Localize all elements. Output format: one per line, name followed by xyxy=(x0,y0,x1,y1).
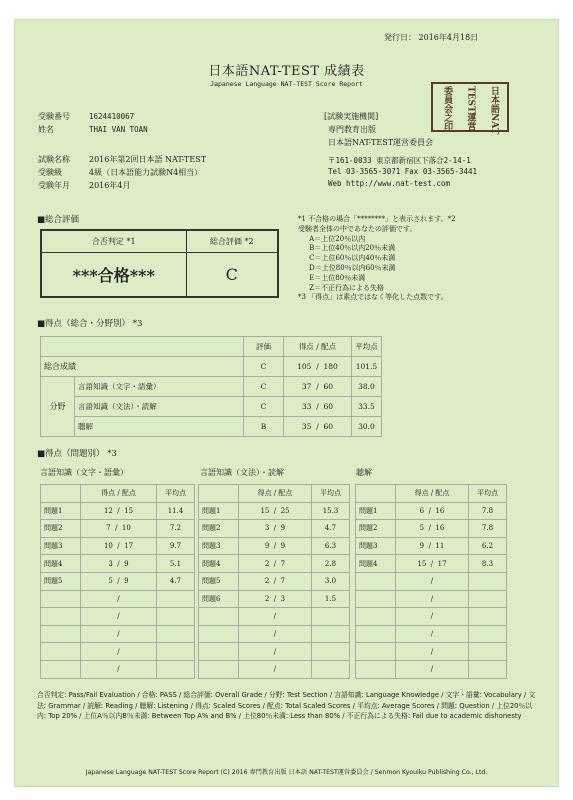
table-row xyxy=(41,397,382,417)
score-cell: / xyxy=(81,625,157,643)
avg-cell: 101.5 xyxy=(351,357,381,377)
col-eval-header: 評価 xyxy=(243,337,283,357)
question-label xyxy=(41,643,81,661)
question-label: 問題4 xyxy=(199,555,239,573)
score-cell: / xyxy=(396,625,469,643)
table-row xyxy=(199,520,350,538)
table-row xyxy=(356,608,507,626)
table-row xyxy=(199,537,350,555)
question-label xyxy=(199,625,239,643)
avg-cell: 6.2 xyxy=(469,537,507,555)
question-label: 問題4 xyxy=(41,555,81,573)
table-row xyxy=(199,485,350,503)
avg-cell: 30.0 xyxy=(351,417,381,437)
table-row xyxy=(41,643,195,661)
avg-cell: 1.5 xyxy=(312,590,350,608)
avg-cell: 5.1 xyxy=(157,555,195,573)
table-row xyxy=(356,520,507,538)
date-value: 2016年4月 xyxy=(89,181,131,190)
level-label: 受験級 xyxy=(38,168,62,177)
score-cell: / xyxy=(239,660,312,678)
official-seal-stamp xyxy=(431,82,509,135)
question-label: 問題1 xyxy=(41,502,81,520)
table-row xyxy=(356,625,507,643)
score-cell: / xyxy=(396,643,469,661)
avg-cell: 4.7 xyxy=(157,572,195,590)
avg-cell: 2.8 xyxy=(312,555,350,573)
org-phone: Tel 03-3565-3071 Fax 03-3565-3441 xyxy=(328,167,478,176)
table-row xyxy=(356,660,507,678)
col-score-header: 得点 / 配点 xyxy=(239,485,312,503)
avg-cell xyxy=(469,643,507,661)
col-avg-header: 平均点 xyxy=(312,485,350,503)
org-web: Web http://www.nat-test.com xyxy=(328,179,450,188)
score-cell: 2 / 7 xyxy=(239,555,312,573)
question-label xyxy=(199,643,239,661)
question-scores-table-1 xyxy=(40,484,195,679)
q-section-1-title: 言語知識（文字・語彙） xyxy=(40,468,128,477)
avg-cell: 6.3 xyxy=(312,537,350,555)
score-cell: 15 / 25 xyxy=(239,502,312,520)
table-row xyxy=(41,590,195,608)
score-cell: / xyxy=(396,572,469,590)
table-row xyxy=(41,572,195,590)
avg-cell xyxy=(469,590,507,608)
pass-header: 合否判定 *1 xyxy=(41,230,186,252)
seal-text-3: 委員会之印 xyxy=(442,86,453,131)
eval-cell: B xyxy=(243,417,283,437)
overall-section-title: ■総合評価 xyxy=(37,215,80,225)
score-cell: 37 / 60 xyxy=(283,377,351,397)
score-cell: / xyxy=(239,625,312,643)
col-avg-header: 平均点 xyxy=(469,485,507,503)
score-cell: 5 / 9 xyxy=(81,572,157,590)
pass-result: ***合格*** xyxy=(41,252,186,297)
score-cell: / xyxy=(396,590,469,608)
question-label xyxy=(199,608,239,626)
table-row xyxy=(199,625,350,643)
overall-row-label: 総合成績 xyxy=(41,357,244,377)
question-label xyxy=(199,660,239,678)
avg-cell xyxy=(157,660,195,678)
test-name-label: 試験名称 xyxy=(38,155,70,164)
footer-copyright: Japanese Language NAT-TEST Score Report (C) 2016 専門教育出版 日本語 NAT-TEST運営委員会 / Senmon Kyouiku Publishing Co., Ltd. xyxy=(85,769,488,776)
question-label: 問題2 xyxy=(41,520,81,538)
overall-evaluation-table xyxy=(40,229,279,298)
questions-section-title: ■得点（問題別） *3 xyxy=(37,449,117,459)
table-row xyxy=(41,625,195,643)
col-score-header: 得点 / 配点 xyxy=(81,485,157,503)
score-cell: / xyxy=(81,590,157,608)
question-scores-table-2 xyxy=(198,484,350,679)
exam-no-value: 1624410067 xyxy=(89,112,135,121)
avg-cell: 38.0 xyxy=(351,377,381,397)
table-row xyxy=(199,643,350,661)
bunya-label: 分野 xyxy=(41,377,75,437)
section-scores-table xyxy=(40,336,382,437)
terminology-legend: 合否判定: Pass/Fail Evaluation / 合格: PASS / 総合評価: Overall Grade / 分野: Test Section / 言語知識: Language Knowledge / 文字・語彙: Vocabulary / 文法: Grammar / 読解: Reading / 聴解: Listening / 得点: Scaled Scores / 配点: Total Scaled Scores / 平均点: Average Scores / 問題: Question / 上位20％以内: Top 20% / 上位A％以内B％未満: Between Top A% and B% / 上位80％未満: Less than 80% / 不正行為による失格: Fail due to academic dishonesty xyxy=(37,691,536,720)
seal-text-1: 日本語NAT xyxy=(488,86,499,135)
exam-no-label: 受験番号 xyxy=(38,112,70,121)
name-label: 姓名 xyxy=(38,125,54,134)
avg-cell xyxy=(157,608,195,626)
avg-cell: 9.7 xyxy=(157,537,195,555)
org-address: 〒161-0033 東京都新宿区下落合2-14-1 xyxy=(328,156,471,165)
question-label: 問題4 xyxy=(356,555,396,573)
seal-text-2: TEST運営 xyxy=(465,86,476,131)
avg-cell xyxy=(312,625,350,643)
avg-cell xyxy=(469,625,507,643)
score-cell: / xyxy=(81,643,157,661)
question-label xyxy=(41,660,81,678)
q-section-2-title: 言語知識（文法）・読解 xyxy=(200,468,284,477)
table-row xyxy=(199,590,350,608)
question-label xyxy=(41,608,81,626)
table-row xyxy=(199,572,350,590)
table-row xyxy=(41,485,195,503)
table-row xyxy=(41,337,382,357)
avg-cell xyxy=(157,625,195,643)
section-name: 聴解 xyxy=(75,417,244,437)
question-label xyxy=(356,590,396,608)
avg-cell: 33.5 xyxy=(351,397,381,417)
score-cell: 5 / 16 xyxy=(396,520,469,538)
question-label xyxy=(356,660,396,678)
date-label: 受験年月 xyxy=(38,181,70,190)
overall-grade: C xyxy=(186,252,278,297)
avg-cell: 4.7 xyxy=(312,520,350,538)
avg-cell xyxy=(469,608,507,626)
table-row xyxy=(41,660,195,678)
table-row xyxy=(41,417,382,437)
score-cell: / xyxy=(81,660,157,678)
question-label: 問題1 xyxy=(199,502,239,520)
col-score-header: 得点 / 配点 xyxy=(283,337,351,357)
score-cell: 12 / 15 xyxy=(81,502,157,520)
avg-cell: 7.2 xyxy=(157,520,195,538)
score-cell: 2 / 7 xyxy=(239,572,312,590)
table-row xyxy=(199,555,350,573)
avg-cell: 7.8 xyxy=(469,502,507,520)
avg-cell xyxy=(157,590,195,608)
table-row xyxy=(356,502,507,520)
table-row xyxy=(41,357,382,377)
question-label: 問題6 xyxy=(199,590,239,608)
score-cell: 7 / 10 xyxy=(81,520,157,538)
eval-cell: C xyxy=(243,377,283,397)
table-row xyxy=(356,590,507,608)
score-cell: 2 / 3 xyxy=(239,590,312,608)
question-scores-table-3 xyxy=(355,484,507,679)
score-cell: / xyxy=(396,660,469,678)
question-label xyxy=(356,608,396,626)
question-label: 問題3 xyxy=(356,537,396,555)
evaluation-notes: *1 不合格の場合「********」と表示されます。*2 受験者全体の中であなたの評価です。 A＝上位20％以内 B＝上位40％以内20％未満 C＝上位60％以内40％未満 D＝上位80％以内60％未満 E＝上位80％未満 Z＝不正行為による失格 *3 「得点」は素点ではなく等化した点数です。 xyxy=(298,215,456,302)
col-avg-header: 平均点 xyxy=(157,485,195,503)
name-value: THAI VAN TOAN xyxy=(89,125,148,134)
table-row xyxy=(41,377,382,397)
question-label xyxy=(41,625,81,643)
table-row xyxy=(356,643,507,661)
score-cell: 9 / 9 xyxy=(239,537,312,555)
avg-cell xyxy=(312,608,350,626)
question-label xyxy=(356,572,396,590)
avg-cell xyxy=(157,643,195,661)
col-avg-header: 平均点 xyxy=(351,337,381,357)
score-cell: 105 / 180 xyxy=(283,357,351,377)
question-label xyxy=(41,590,81,608)
level-value: 4級（日本語能力試験N4相当） xyxy=(89,168,203,177)
score-cell: 9 / 11 xyxy=(396,537,469,555)
section-name: 言語知識（文字・語彙） xyxy=(75,377,244,397)
question-label: 問題3 xyxy=(199,537,239,555)
test-name-value: 2016年第2回日本語 NAT-TEST xyxy=(89,155,207,164)
score-cell: 3 / 9 xyxy=(81,555,157,573)
table-row xyxy=(41,520,195,538)
org-line2: 日本語NAT-TEST運営委員会 xyxy=(328,138,434,147)
score-cell: / xyxy=(81,608,157,626)
table-row xyxy=(199,660,350,678)
col-score-header: 得点 / 配点 xyxy=(396,485,469,503)
totals-section-title: ■得点（総合・分野別） *3 xyxy=(37,319,143,329)
table-row xyxy=(356,555,507,573)
table-row xyxy=(41,608,195,626)
table-row xyxy=(356,485,507,503)
score-cell: 3 / 9 xyxy=(239,520,312,538)
avg-cell xyxy=(469,572,507,590)
table-row xyxy=(356,537,507,555)
score-cell: 6 / 16 xyxy=(396,502,469,520)
report-title: 日本語NAT-TEST 成績表 xyxy=(208,64,365,79)
report-subtitle: Japanese Language NAT-TEST Score Report xyxy=(210,80,363,88)
table-row xyxy=(41,555,195,573)
avg-cell xyxy=(312,643,350,661)
eval-cell: C xyxy=(243,357,283,377)
avg-cell: 7.8 xyxy=(469,520,507,538)
question-label: 問題5 xyxy=(199,572,239,590)
org-heading: [試験実施機関] xyxy=(324,112,379,121)
question-label: 問題2 xyxy=(356,520,396,538)
org-line1: 専門教育出版 xyxy=(328,125,376,134)
score-cell: / xyxy=(239,643,312,661)
eval-cell: C xyxy=(243,397,283,417)
score-cell: 35 / 60 xyxy=(283,417,351,437)
avg-cell xyxy=(469,660,507,678)
q-section-3-title: 聴解 xyxy=(356,468,372,477)
avg-cell: 8.3 xyxy=(469,555,507,573)
question-label: 問題2 xyxy=(199,520,239,538)
avg-cell: 3.0 xyxy=(312,572,350,590)
grade-header: 総合評価 *2 xyxy=(186,230,278,252)
question-label: 問題5 xyxy=(41,572,81,590)
question-label: 問題3 xyxy=(41,537,81,555)
avg-cell xyxy=(312,660,350,678)
table-row xyxy=(199,608,350,626)
score-cell: 33 / 60 xyxy=(283,397,351,417)
table-row xyxy=(356,572,507,590)
issue-date: 発行日： 2016年4月18日 xyxy=(384,33,479,42)
section-name: 言語知識（文法）・読解 xyxy=(75,397,244,417)
score-cell: 10 / 17 xyxy=(81,537,157,555)
score-cell: / xyxy=(239,608,312,626)
score-cell: 15 / 17 xyxy=(396,555,469,573)
score-cell: / xyxy=(396,608,469,626)
question-label: 問題1 xyxy=(356,502,396,520)
question-label xyxy=(356,643,396,661)
table-row xyxy=(41,502,195,520)
table-row xyxy=(41,537,195,555)
avg-cell: 11.4 xyxy=(157,502,195,520)
avg-cell: 15.3 xyxy=(312,502,350,520)
table-row xyxy=(199,502,350,520)
question-label xyxy=(356,625,396,643)
